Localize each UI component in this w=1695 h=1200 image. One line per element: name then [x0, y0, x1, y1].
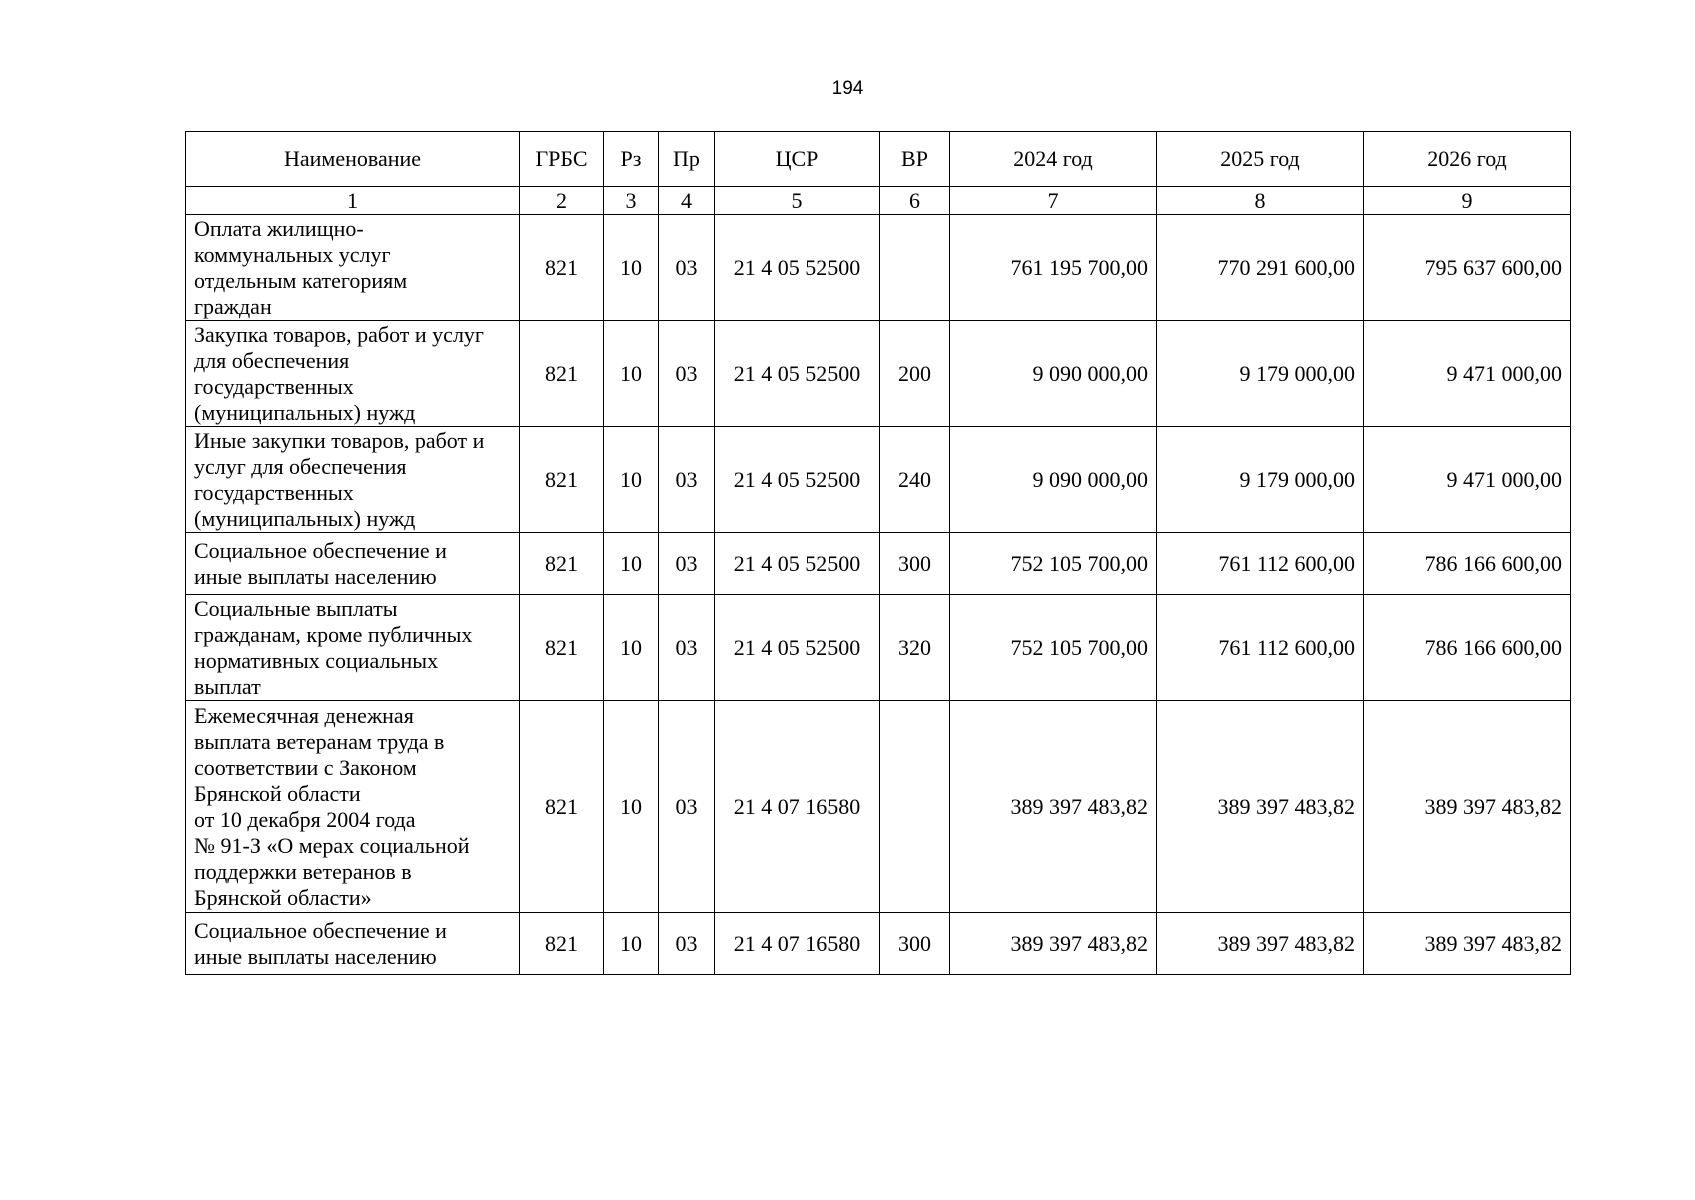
pr-cell: 03 — [659, 533, 715, 595]
amount-2025-cell: 9 179 000,00 — [1157, 427, 1364, 533]
name-line: услуг для обеспечения — [194, 453, 407, 479]
amount-2024-cell: 761 195 700,00 — [950, 215, 1157, 321]
column-number-row — [186, 187, 1571, 215]
name-line: № 91-З «О мерах социальной — [194, 832, 470, 858]
name-line: иные выплаты населению — [194, 563, 437, 589]
csr-cell: 21 4 05 52500 — [715, 533, 880, 595]
csr-cell: 21 4 05 52500 — [715, 215, 880, 321]
vr-cell: 300 — [880, 533, 950, 595]
header-grbs: ГРБС — [520, 132, 604, 187]
pr-cell: 03 — [659, 321, 715, 427]
name-cell — [186, 427, 520, 533]
name-line: Закупка товаров, работ и услуг — [194, 321, 484, 347]
grbs-cell: 821 — [520, 215, 604, 321]
csr-cell: 21 4 07 16580 — [715, 701, 880, 913]
amount-2026-cell: 389 397 483,82 — [1364, 913, 1571, 975]
table-body — [186, 215, 1571, 975]
amount-2025-cell: 770 291 600,00 — [1157, 215, 1364, 321]
table-row — [186, 427, 1571, 533]
name-line: Иные закупки товаров, работ и — [194, 427, 485, 453]
amount-2026-cell: 795 637 600,00 — [1364, 215, 1571, 321]
amount-2025-cell: 761 112 600,00 — [1157, 533, 1364, 595]
header-name: Наименование — [186, 132, 520, 187]
table-row — [186, 533, 1571, 595]
amount-2024-cell: 9 090 000,00 — [950, 427, 1157, 533]
column-number: 9 — [1364, 187, 1571, 215]
column-number: 4 — [659, 187, 715, 215]
name-line: от 10 декабря 2004 года — [194, 806, 416, 832]
vr-cell: 200 — [880, 321, 950, 427]
amount-2026-cell: 786 166 600,00 — [1364, 533, 1571, 595]
name-line: поддержки ветеранов в — [194, 858, 412, 884]
table-row — [186, 701, 1571, 913]
header-2025: 2025 год — [1157, 132, 1364, 187]
vr-cell — [880, 701, 950, 913]
pr-cell: 03 — [659, 913, 715, 975]
amount-2026-cell: 389 397 483,82 — [1364, 701, 1571, 913]
name-cell — [186, 913, 520, 975]
name-line: Социальные выплаты — [194, 595, 398, 621]
amount-2025-cell: 761 112 600,00 — [1157, 595, 1364, 701]
amount-2024-cell: 389 397 483,82 — [950, 913, 1157, 975]
name-line: соответствии с Законом — [194, 754, 417, 780]
grbs-cell: 821 — [520, 321, 604, 427]
rz-cell: 10 — [604, 215, 659, 321]
name-cell — [186, 595, 520, 701]
pr-cell: 03 — [659, 701, 715, 913]
csr-cell: 21 4 05 52500 — [715, 321, 880, 427]
grbs-cell: 821 — [520, 595, 604, 701]
name-line: Ежемесячная денежная — [194, 702, 414, 728]
table-row — [186, 321, 1571, 427]
header-rz: Рз — [604, 132, 659, 187]
rz-cell: 10 — [604, 427, 659, 533]
header-row — [186, 132, 1571, 187]
name-cell — [186, 321, 520, 427]
name-line: (муниципальных) нужд — [194, 399, 416, 425]
amount-2024-cell: 752 105 700,00 — [950, 595, 1157, 701]
vr-cell: 240 — [880, 427, 950, 533]
name-line: граждан — [194, 293, 272, 319]
grbs-cell: 821 — [520, 913, 604, 975]
table-row — [186, 215, 1571, 321]
amount-2025-cell: 9 179 000,00 — [1157, 321, 1364, 427]
name-line: Оплата жилищно- — [194, 215, 364, 241]
column-number: 3 — [604, 187, 659, 215]
csr-cell: 21 4 05 52500 — [715, 595, 880, 701]
name-line: коммунальных услуг — [194, 241, 391, 267]
vr-cell: 300 — [880, 913, 950, 975]
name-line: Социальное обеспечение и — [194, 537, 447, 563]
header-2026: 2026 год — [1364, 132, 1571, 187]
name-line: отдельным категориям — [194, 267, 408, 293]
vr-cell: 320 — [880, 595, 950, 701]
rz-cell: 10 — [604, 913, 659, 975]
rz-cell: 10 — [604, 321, 659, 427]
column-number: 8 — [1157, 187, 1364, 215]
column-number: 1 — [186, 187, 520, 215]
pr-cell: 03 — [659, 215, 715, 321]
name-line: Брянской области — [194, 780, 361, 806]
grbs-cell: 821 — [520, 533, 604, 595]
amount-2024-cell: 752 105 700,00 — [950, 533, 1157, 595]
table-row — [186, 595, 1571, 701]
rz-cell: 10 — [604, 595, 659, 701]
column-number: 2 — [520, 187, 604, 215]
csr-cell: 21 4 05 52500 — [715, 427, 880, 533]
header-pr: Пр — [659, 132, 715, 187]
name-line: нормативных социальных — [194, 647, 439, 673]
rz-cell: 10 — [604, 533, 659, 595]
grbs-cell: 821 — [520, 701, 604, 913]
name-line: выплат — [194, 673, 261, 699]
amount-2024-cell: 389 397 483,82 — [950, 701, 1157, 913]
column-number: 7 — [950, 187, 1157, 215]
name-line: Брянской области» — [194, 884, 372, 910]
table-row — [186, 913, 1571, 975]
amount-2026-cell: 9 471 000,00 — [1364, 427, 1571, 533]
grbs-cell: 821 — [520, 427, 604, 533]
amount-2026-cell: 786 166 600,00 — [1364, 595, 1571, 701]
name-line: иные выплаты населению — [194, 943, 437, 969]
csr-cell: 21 4 07 16580 — [715, 913, 880, 975]
header-2024: 2024 год — [950, 132, 1157, 187]
name-cell — [186, 701, 520, 913]
name-line: государственных — [194, 479, 354, 505]
name-line: выплата ветеранам труда в — [194, 728, 445, 754]
pr-cell: 03 — [659, 595, 715, 701]
amount-2025-cell: 389 397 483,82 — [1157, 701, 1364, 913]
header-csr: ЦСР — [715, 132, 880, 187]
amount-2025-cell: 389 397 483,82 — [1157, 913, 1364, 975]
budget-table — [185, 131, 1571, 975]
name-cell — [186, 533, 520, 595]
header-vr: ВР — [880, 132, 950, 187]
name-line: для обеспечения — [194, 347, 350, 373]
name-line: государственных — [194, 373, 354, 399]
pr-cell: 03 — [659, 427, 715, 533]
name-cell — [186, 215, 520, 321]
name-line: Социальное обеспечение и — [194, 917, 447, 943]
rz-cell: 10 — [604, 701, 659, 913]
page-number: 194 — [831, 78, 864, 99]
amount-2026-cell: 9 471 000,00 — [1364, 321, 1571, 427]
name-line: гражданам, кроме публичных — [194, 621, 473, 647]
column-number: 6 — [880, 187, 950, 215]
name-line: (муниципальных) нужд — [194, 505, 416, 531]
column-number: 5 — [715, 187, 880, 215]
vr-cell — [880, 215, 950, 321]
amount-2024-cell: 9 090 000,00 — [950, 321, 1157, 427]
